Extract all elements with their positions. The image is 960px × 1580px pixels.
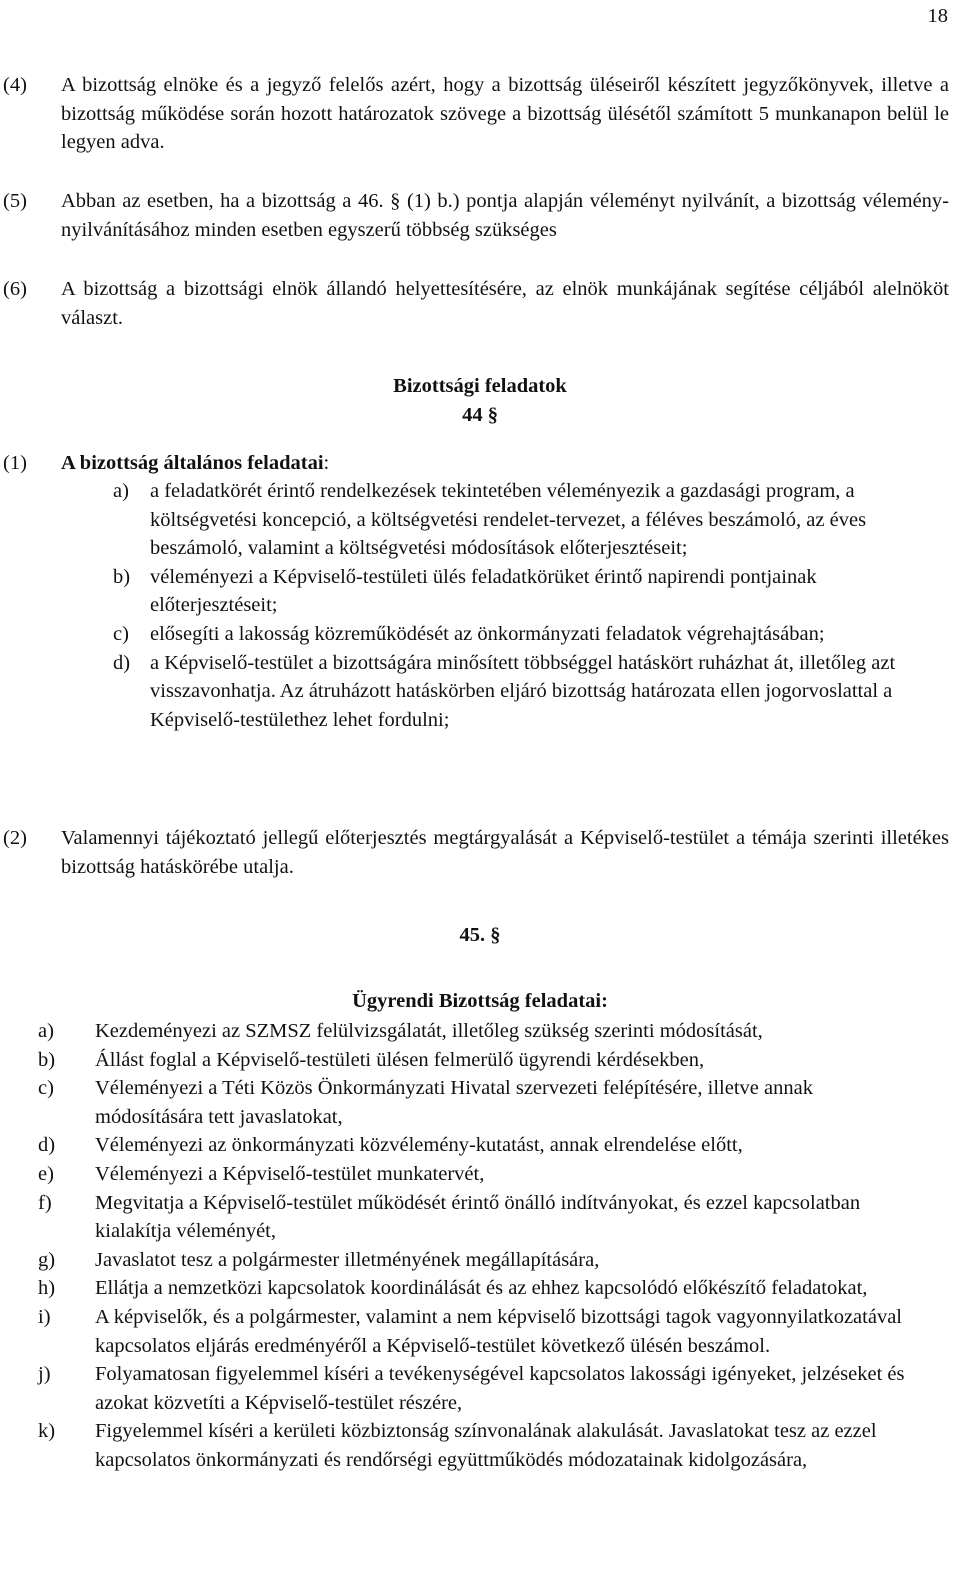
item-label: a) (113, 480, 129, 502)
list-item (0, 1046, 960, 1075)
paragraph-number: (1) (3, 452, 27, 474)
list-item (0, 477, 960, 563)
list-item (0, 620, 960, 649)
item-text: véleményezi a Képviselő-testületi ülés feladatkörüket érintő napirendi pontjainak előterjesztéseit; (150, 565, 817, 617)
item-text: Véleményezi a Téti Közös Önkormányzati Hivatal szervezeti felépítésére, illetve annak módosítására tett javaslatokat, (95, 1077, 813, 1128)
item-text: Véleményezi a Képviselő-testület munkatervét, (95, 1162, 485, 1185)
item-label: g) (38, 1248, 56, 1271)
item-label: i) (38, 1305, 51, 1328)
heading-colon: : (323, 452, 330, 474)
section-44-list (0, 477, 960, 734)
list-item (0, 1074, 960, 1131)
section-44-paragraph-2 (0, 824, 960, 881)
list-item (0, 1360, 960, 1417)
section-44-title: Bizottsági feladatok (393, 375, 567, 397)
section-44-paragraph-1 (0, 449, 960, 478)
item-text: Állást foglal a Képviselő-testületi ülésen felmerülő ügyrendi kérdésekben, (95, 1048, 705, 1071)
paragraph-heading: A bizottság általános feladatai (61, 452, 324, 474)
list-item (0, 1246, 960, 1275)
item-label: d) (113, 651, 131, 674)
item-label: k) (38, 1420, 56, 1443)
item-text: Folyamatosan figyelemmel kíséri a tevékenységével kapcsolatos lakossági igényeket, jelzéseket és azokat közvetíti a Képviselő-testület részére, (95, 1363, 905, 1414)
paragraph-number: (4) (3, 74, 27, 96)
item-label: a) (38, 1020, 54, 1042)
paragraph-text: Valamennyi tájékoztató jellegű előterjesztés megtárgyalását a Képviselő-testület a témája szerinti illetékes bizottság hatáskörébe utalja. (61, 827, 949, 878)
item-label: h) (38, 1277, 56, 1300)
item-text: Javaslatot tesz a polgármester illetményének megállapítására, (95, 1248, 600, 1271)
list-item (0, 1303, 960, 1360)
list-item (0, 1160, 960, 1189)
item-text: elősegíti a lakosság közreműködését az önkormányzati feladatok végrehajtásában; (150, 622, 825, 645)
item-text: a feladatkörét érintő rendelkezések tekintetében véleményezik a gazdasági program, a költségvetési koncepció, a költségvetési rendelet-tervezet, a féléves beszámoló, az éves beszámoló, valamint a költségvetési módosítások előterjesztéseit; (150, 480, 867, 560)
item-text: A képviselők, és a polgármester, valamint a nem képviselő bizottsági tagok vagyonnyilatkozatával kapcsolatos eljárás eredményéről a Képviselő-testület következő ülésén beszámol. (95, 1305, 902, 1357)
list-item (0, 1274, 960, 1303)
item-text: Figyelemmel kíséri a kerületi közbiztonság színvonalának alakulását. Javaslatokat tesz az ezzel kapcsolatos önkormányzati és rendőrségi együttműködés módozatainak kidolgozására, (95, 1420, 877, 1471)
list-item (0, 1417, 960, 1474)
list-item (0, 649, 960, 735)
item-text: a Képviselő-testület a bizottságára minősített többséggel hatáskört ruházhat át, illetőleg azt visszavonhatja. Az átruházott hatáskörben eljáró bizottság határozata ellen jogorvoslattal a Képviselő-testülethez lehet fordulni; (150, 651, 896, 731)
section-45-number: 45. § (459, 924, 501, 946)
item-text: Kezdeményezi az SZMSZ felülvizsgálatát, illetőleg szükség szerinti módosítását, (95, 1020, 763, 1042)
item-label: c) (113, 622, 129, 645)
item-label: b) (113, 565, 131, 588)
item-label: d) (38, 1134, 56, 1157)
item-label: j) (38, 1363, 51, 1386)
section-44-number: 44 § (462, 404, 498, 426)
list-item (0, 1189, 960, 1246)
item-text: Megvitatja a Képviselő-testület működését érintő önálló indítványokat, és ezzel kapcsolatban kialakítja véleményét, (95, 1191, 861, 1243)
item-label: b) (38, 1048, 56, 1071)
paragraph-6 (0, 275, 960, 332)
paragraph-number: (2) (3, 827, 27, 849)
paragraph-number: (5) (3, 190, 27, 212)
paragraph-5 (0, 187, 960, 244)
paragraph-number: (6) (3, 278, 27, 300)
page-number: 18 (927, 5, 948, 27)
item-label: f) (38, 1191, 52, 1214)
list-item (0, 1131, 960, 1160)
paragraph-4 (0, 71, 960, 157)
paragraph-text: A bizottság a bizottsági elnök állandó helyettesítésére, az elnök munkájának segítése céljából alelnököt választ. (61, 278, 949, 329)
paragraph-text: A bizottság elnöke és a jegyző felelős azért, hogy a bizottság üléseiről készített jegyzőkönyvek, illetve a bizottság működése során hozott határozatok szövege a bizottság ülésétől számított 5 munkanapon belül le legyen adva. (61, 74, 949, 154)
section-45-list (0, 1017, 960, 1475)
item-text: Véleményezi az önkormányzati közvélemény-kutatást, annak elrendelése előtt, (95, 1134, 743, 1157)
list-item (0, 1017, 960, 1046)
paragraph-text: Abban az esetben, ha a bizottság a 46. § (1) b.) pontja alapján véleményt nyilvánít, a bizottság vélemény-nyilvánításához minden esetben egyszerű többség szükséges (61, 190, 949, 241)
item-text: Ellátja a nemzetközi kapcsolatok koordinálását és az ehhez kapcsolódó előkészítő feladatokat, (95, 1277, 868, 1300)
item-label: e) (38, 1162, 54, 1185)
section-45-title: Ügyrendi Bizottság feladatai: (352, 990, 608, 1012)
list-item (0, 563, 960, 620)
item-label: c) (38, 1077, 54, 1100)
